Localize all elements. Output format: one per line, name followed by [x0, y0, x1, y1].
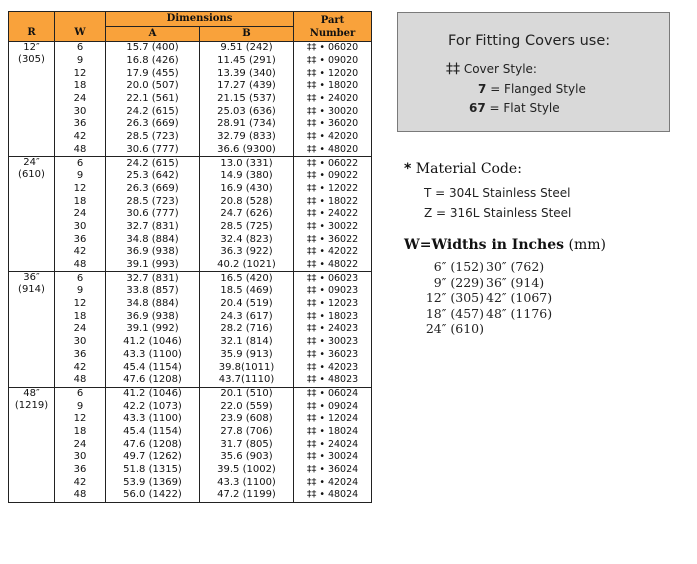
- part-number-cell: ‡‡ • 42023: [294, 361, 372, 374]
- dimension-b-cell: 24.7 (626): [200, 208, 294, 221]
- width-cell: 9: [55, 400, 106, 413]
- header-w: W: [55, 12, 106, 42]
- width-cell: 48: [55, 374, 106, 387]
- part-number-cell: ‡‡ • 48020: [294, 144, 372, 157]
- widths-heading-unit: (mm): [568, 237, 606, 253]
- dimension-b-cell: 31.7 (805): [200, 438, 294, 451]
- table-row: [9, 42, 372, 55]
- dimension-b-cell: 24.3 (617): [200, 310, 294, 323]
- part-number-cell: ‡‡ • 12023: [294, 298, 372, 311]
- radius-mm: (1219): [14, 399, 49, 411]
- header-r: R: [9, 12, 55, 42]
- table-row: [9, 413, 372, 426]
- table-row: [9, 131, 372, 144]
- width-cell: 42: [55, 131, 106, 144]
- header-part-line2: Number: [309, 27, 356, 39]
- part-number-cell: ‡‡ • 36023: [294, 349, 372, 362]
- width-cell: 48: [55, 144, 106, 157]
- table-row: [9, 387, 372, 400]
- dimension-b-cell: 16.9 (430): [200, 183, 294, 196]
- table-row: [9, 93, 372, 106]
- radius-cell: [9, 387, 55, 502]
- dimension-b-cell: 18.5 (469): [200, 285, 294, 298]
- dimension-b-cell: 35.6 (903): [200, 451, 294, 464]
- part-number-cell: ‡‡ • 12024: [294, 413, 372, 426]
- flat-text: = Flat Style: [489, 101, 560, 115]
- dimension-a-cell: 26.3 (669): [106, 183, 200, 196]
- dimension-a-cell: 39.1 (992): [106, 323, 200, 336]
- part-number-cell: ‡‡ • 48022: [294, 259, 372, 272]
- part-number-cell: ‡‡ • 09024: [294, 400, 372, 413]
- dimensions-table: [8, 11, 372, 503]
- width-item: 36″ (914): [486, 274, 545, 290]
- table-row: [9, 221, 372, 234]
- width-cell: 24: [55, 208, 106, 221]
- dimension-a-cell: 24.2 (615): [106, 105, 200, 118]
- width-cell: 6: [55, 42, 106, 55]
- table-row: [9, 118, 372, 131]
- radius-cell: [9, 42, 55, 157]
- dimension-b-cell: 13.39 (340): [200, 67, 294, 80]
- dimension-a-cell: 17.9 (455): [106, 67, 200, 80]
- dimension-a-cell: 36.9 (938): [106, 310, 200, 323]
- width-cell: 30: [55, 105, 106, 118]
- dimension-b-cell: 13.0 (331): [200, 157, 294, 170]
- part-number-cell: ‡‡ • 12020: [294, 67, 372, 80]
- radius-mm: (610): [18, 169, 45, 181]
- table-row: [9, 195, 372, 208]
- part-number-cell: ‡‡ • 18022: [294, 195, 372, 208]
- part-number-cell: ‡‡ • 42024: [294, 476, 372, 489]
- dimension-a-cell: 30.6 (777): [106, 144, 200, 157]
- header-part-number: [294, 12, 372, 42]
- width-cell: 18: [55, 80, 106, 93]
- part-number-cell: ‡‡ • 48023: [294, 374, 372, 387]
- table-row: [9, 170, 372, 183]
- part-number-cell: ‡‡ • 30023: [294, 336, 372, 349]
- flanged-style-line: [478, 82, 586, 96]
- table-row: [9, 361, 372, 374]
- part-number-cell: ‡‡ • 24022: [294, 208, 372, 221]
- dimension-a-cell: 20.0 (507): [106, 80, 200, 93]
- width-cell: 30: [55, 336, 106, 349]
- width-cell: 36: [55, 118, 106, 131]
- width-cell: 24: [55, 93, 106, 106]
- table-row: [9, 400, 372, 413]
- width-item: 18″ (457): [425, 305, 484, 321]
- table-row: [9, 426, 372, 439]
- dimension-a-cell: 41.2 (1046): [106, 387, 200, 400]
- dimension-a-cell: 42.2 (1073): [106, 400, 200, 413]
- width-cell: 12: [55, 183, 106, 196]
- table-row: [9, 438, 372, 451]
- table-row: [9, 183, 372, 196]
- dimension-a-cell: 41.2 (1046): [106, 336, 200, 349]
- dimension-a-cell: 49.7 (1262): [106, 451, 200, 464]
- material-heading-text: Material Code:: [415, 161, 522, 177]
- radius-inches: 24″: [23, 157, 40, 169]
- width-cell: 48: [55, 259, 106, 272]
- table-row: [9, 310, 372, 323]
- header-dimensions: Dimensions: [106, 12, 294, 27]
- part-number-cell: ‡‡ • 42020: [294, 131, 372, 144]
- dimension-b-cell: 20.4 (519): [200, 298, 294, 311]
- part-number-cell: ‡‡ • 42022: [294, 246, 372, 259]
- width-cell: 42: [55, 361, 106, 374]
- dimension-a-cell: 45.4 (1154): [106, 361, 200, 374]
- table-row: [9, 489, 372, 502]
- dimension-a-cell: 28.5 (723): [106, 195, 200, 208]
- table-row: [9, 374, 372, 387]
- dimension-b-cell: 16.5 (420): [200, 272, 294, 285]
- dimension-a-cell: 32.7 (831): [106, 221, 200, 234]
- part-number-cell: ‡‡ • 36020: [294, 118, 372, 131]
- part-number-cell: ‡‡ • 06024: [294, 387, 372, 400]
- flat-code: 67: [469, 101, 486, 115]
- dimension-b-cell: 23.9 (608): [200, 413, 294, 426]
- dimension-b-cell: 32.4 (823): [200, 233, 294, 246]
- width-cell: 9: [55, 170, 106, 183]
- dimension-b-cell: 32.79 (833): [200, 131, 294, 144]
- fitting-covers-box: [397, 12, 670, 132]
- widths-column-1: [404, 259, 484, 337]
- dimension-b-cell: 43.7(1110): [200, 374, 294, 387]
- part-number-cell: ‡‡ • 18024: [294, 426, 372, 439]
- width-cell: 9: [55, 285, 106, 298]
- dimension-a-cell: 53.9 (1369): [106, 476, 200, 489]
- flanged-code: 7: [478, 82, 487, 96]
- width-cell: 12: [55, 67, 106, 80]
- width-cell: 30: [55, 221, 106, 234]
- header-b: B: [200, 27, 294, 42]
- part-number-cell: ‡‡ • 18020: [294, 80, 372, 93]
- dimension-b-cell: 28.91 (734): [200, 118, 294, 131]
- table-row: [9, 349, 372, 362]
- dimension-b-cell: 28.5 (725): [200, 221, 294, 234]
- fitting-covers-title: For Fitting Covers use:: [448, 33, 611, 49]
- dimension-a-cell: 43.3 (1100): [106, 413, 200, 426]
- dimension-a-cell: 51.8 (1315): [106, 464, 200, 477]
- dimension-a-cell: 47.6 (1208): [106, 438, 200, 451]
- width-cell: 18: [55, 310, 106, 323]
- width-item: 9″ (229): [433, 274, 484, 290]
- dimension-a-cell: 56.0 (1422): [106, 489, 200, 502]
- width-cell: 12: [55, 413, 106, 426]
- part-number-cell: ‡‡ • 36022: [294, 233, 372, 246]
- radius-inches: 36″: [23, 272, 40, 284]
- width-cell: 6: [55, 157, 106, 170]
- width-cell: 36: [55, 464, 106, 477]
- dimension-b-cell: 40.2 (1021): [200, 259, 294, 272]
- dimension-b-cell: 39.5 (1002): [200, 464, 294, 477]
- dimension-a-cell: 45.4 (1154): [106, 426, 200, 439]
- width-cell: 48: [55, 489, 106, 502]
- table-row: [9, 323, 372, 336]
- dimension-a-cell: 24.2 (615): [106, 157, 200, 170]
- flat-style-line: [469, 101, 560, 115]
- dimension-b-cell: 14.9 (380): [200, 170, 294, 183]
- part-number-cell: ‡‡ • 24020: [294, 93, 372, 106]
- width-cell: 42: [55, 476, 106, 489]
- width-cell: 24: [55, 438, 106, 451]
- width-cell: 18: [55, 426, 106, 439]
- width-cell: 6: [55, 272, 106, 285]
- part-number-cell: ‡‡ • 09023: [294, 285, 372, 298]
- width-item: 6″ (152): [433, 259, 484, 274]
- width-item: 12″ (305): [425, 290, 484, 305]
- width-cell: 24: [55, 323, 106, 336]
- dimension-a-cell: 47.6 (1208): [106, 374, 200, 387]
- widths-column-2: [486, 259, 576, 321]
- dimension-a-cell: 28.5 (723): [106, 131, 200, 144]
- dimension-a-cell: 26.3 (669): [106, 118, 200, 131]
- dimension-b-cell: 27.8 (706): [200, 426, 294, 439]
- widths-heading: [404, 237, 606, 253]
- cover-style-symbol: ‡‡: [446, 61, 460, 77]
- dimension-a-cell: 25.3 (642): [106, 170, 200, 183]
- material-item-z: Z = 316L Stainless Steel: [424, 206, 572, 220]
- part-number-cell: ‡‡ • 06020: [294, 42, 372, 55]
- width-item: 42″ (1067): [486, 290, 553, 305]
- part-number-cell: ‡‡ • 12022: [294, 183, 372, 196]
- width-cell: 9: [55, 55, 106, 68]
- radius-mm: (914): [18, 284, 45, 296]
- radius-mm: (305): [18, 54, 45, 65]
- radius-inches: 12″: [23, 42, 40, 53]
- width-cell: 18: [55, 195, 106, 208]
- material-star: *: [404, 161, 412, 177]
- dimension-b-cell: 36.6 (9300): [200, 144, 294, 157]
- dimension-b-cell: 21.15 (537): [200, 93, 294, 106]
- part-number-cell: ‡‡ • 06022: [294, 157, 372, 170]
- part-number-cell: ‡‡ • 24024: [294, 438, 372, 451]
- dimension-b-cell: 20.8 (528): [200, 195, 294, 208]
- dimension-b-cell: 20.1 (510): [200, 387, 294, 400]
- table-row: [9, 208, 372, 221]
- dimension-a-cell: 43.3 (1100): [106, 349, 200, 362]
- dimension-a-cell: 30.6 (777): [106, 208, 200, 221]
- dimension-b-cell: 36.3 (922): [200, 246, 294, 259]
- widths-heading-text: W=Widths in Inches: [404, 237, 565, 253]
- table-row: [9, 80, 372, 93]
- material-item-t: T = 304L Stainless Steel: [424, 186, 571, 200]
- dimension-a-cell: 16.8 (426): [106, 55, 200, 68]
- width-cell: 6: [55, 387, 106, 400]
- table-row: [9, 55, 372, 68]
- dimension-b-cell: 35.9 (913): [200, 349, 294, 362]
- part-number-cell: ‡‡ • 30024: [294, 451, 372, 464]
- radius-cell: [9, 272, 55, 387]
- part-number-cell: ‡‡ • 48024: [294, 489, 372, 502]
- dimension-a-cell: 33.8 (857): [106, 285, 200, 298]
- dimension-a-cell: 34.8 (884): [106, 233, 200, 246]
- part-number-cell: ‡‡ • 24023: [294, 323, 372, 336]
- dimension-b-cell: 22.0 (559): [200, 400, 294, 413]
- dimension-a-cell: 22.1 (561): [106, 93, 200, 106]
- table-row: [9, 336, 372, 349]
- dimension-a-cell: 34.8 (884): [106, 298, 200, 311]
- table-body: [9, 42, 372, 503]
- width-item: 30″ (762): [486, 259, 545, 274]
- dimension-b-cell: 25.03 (636): [200, 105, 294, 118]
- dimension-b-cell: 43.3 (1100): [200, 476, 294, 489]
- table-row: [9, 451, 372, 464]
- material-code-heading: [404, 161, 522, 177]
- part-number-cell: ‡‡ • 06023: [294, 272, 372, 285]
- header-a: A: [106, 27, 200, 42]
- cover-style-label: Cover Style:: [463, 62, 537, 76]
- dimension-a-cell: 32.7 (831): [106, 272, 200, 285]
- header-part-line1: Part: [320, 14, 345, 26]
- table-row: [9, 105, 372, 118]
- part-number-cell: ‡‡ • 30022: [294, 221, 372, 234]
- dimension-b-cell: 9.51 (242): [200, 42, 294, 55]
- dimension-b-cell: 28.2 (716): [200, 323, 294, 336]
- width-item: 24″ (610): [425, 321, 484, 336]
- flanged-text: = Flanged Style: [490, 82, 586, 96]
- table-row: [9, 259, 372, 272]
- part-number-cell: ‡‡ • 36024: [294, 464, 372, 477]
- table-row: [9, 144, 372, 157]
- width-cell: 36: [55, 349, 106, 362]
- table-row: [9, 67, 372, 80]
- width-cell: 30: [55, 451, 106, 464]
- table-row: [9, 233, 372, 246]
- dimension-b-cell: 17.27 (439): [200, 80, 294, 93]
- width-item: 48″ (1176): [486, 305, 553, 321]
- dimension-b-cell: 32.1 (814): [200, 336, 294, 349]
- width-cell: 12: [55, 298, 106, 311]
- table-row: [9, 476, 372, 489]
- dimension-b-cell: 39.8(1011): [200, 361, 294, 374]
- table-row: [9, 246, 372, 259]
- width-cell: 36: [55, 233, 106, 246]
- part-number-cell: ‡‡ • 30020: [294, 105, 372, 118]
- width-cell: 42: [55, 246, 106, 259]
- table-row: [9, 285, 372, 298]
- table-row: [9, 298, 372, 311]
- dimension-a-cell: 36.9 (938): [106, 246, 200, 259]
- part-number-cell: ‡‡ • 18023: [294, 310, 372, 323]
- table-row: [9, 272, 372, 285]
- radius-cell: [9, 157, 55, 272]
- part-number-cell: ‡‡ • 09022: [294, 170, 372, 183]
- dimension-a-cell: 39.1 (993): [106, 259, 200, 272]
- table-row: [9, 157, 372, 170]
- radius-inches: 48″: [23, 387, 40, 399]
- part-number-cell: ‡‡ • 09020: [294, 55, 372, 68]
- table-row: [9, 464, 372, 477]
- dimension-b-cell: 11.45 (291): [200, 55, 294, 68]
- cover-style-line: [446, 61, 537, 77]
- dimension-b-cell: 47.2 (1199): [200, 489, 294, 502]
- dimension-a-cell: 15.7 (400): [106, 42, 200, 55]
